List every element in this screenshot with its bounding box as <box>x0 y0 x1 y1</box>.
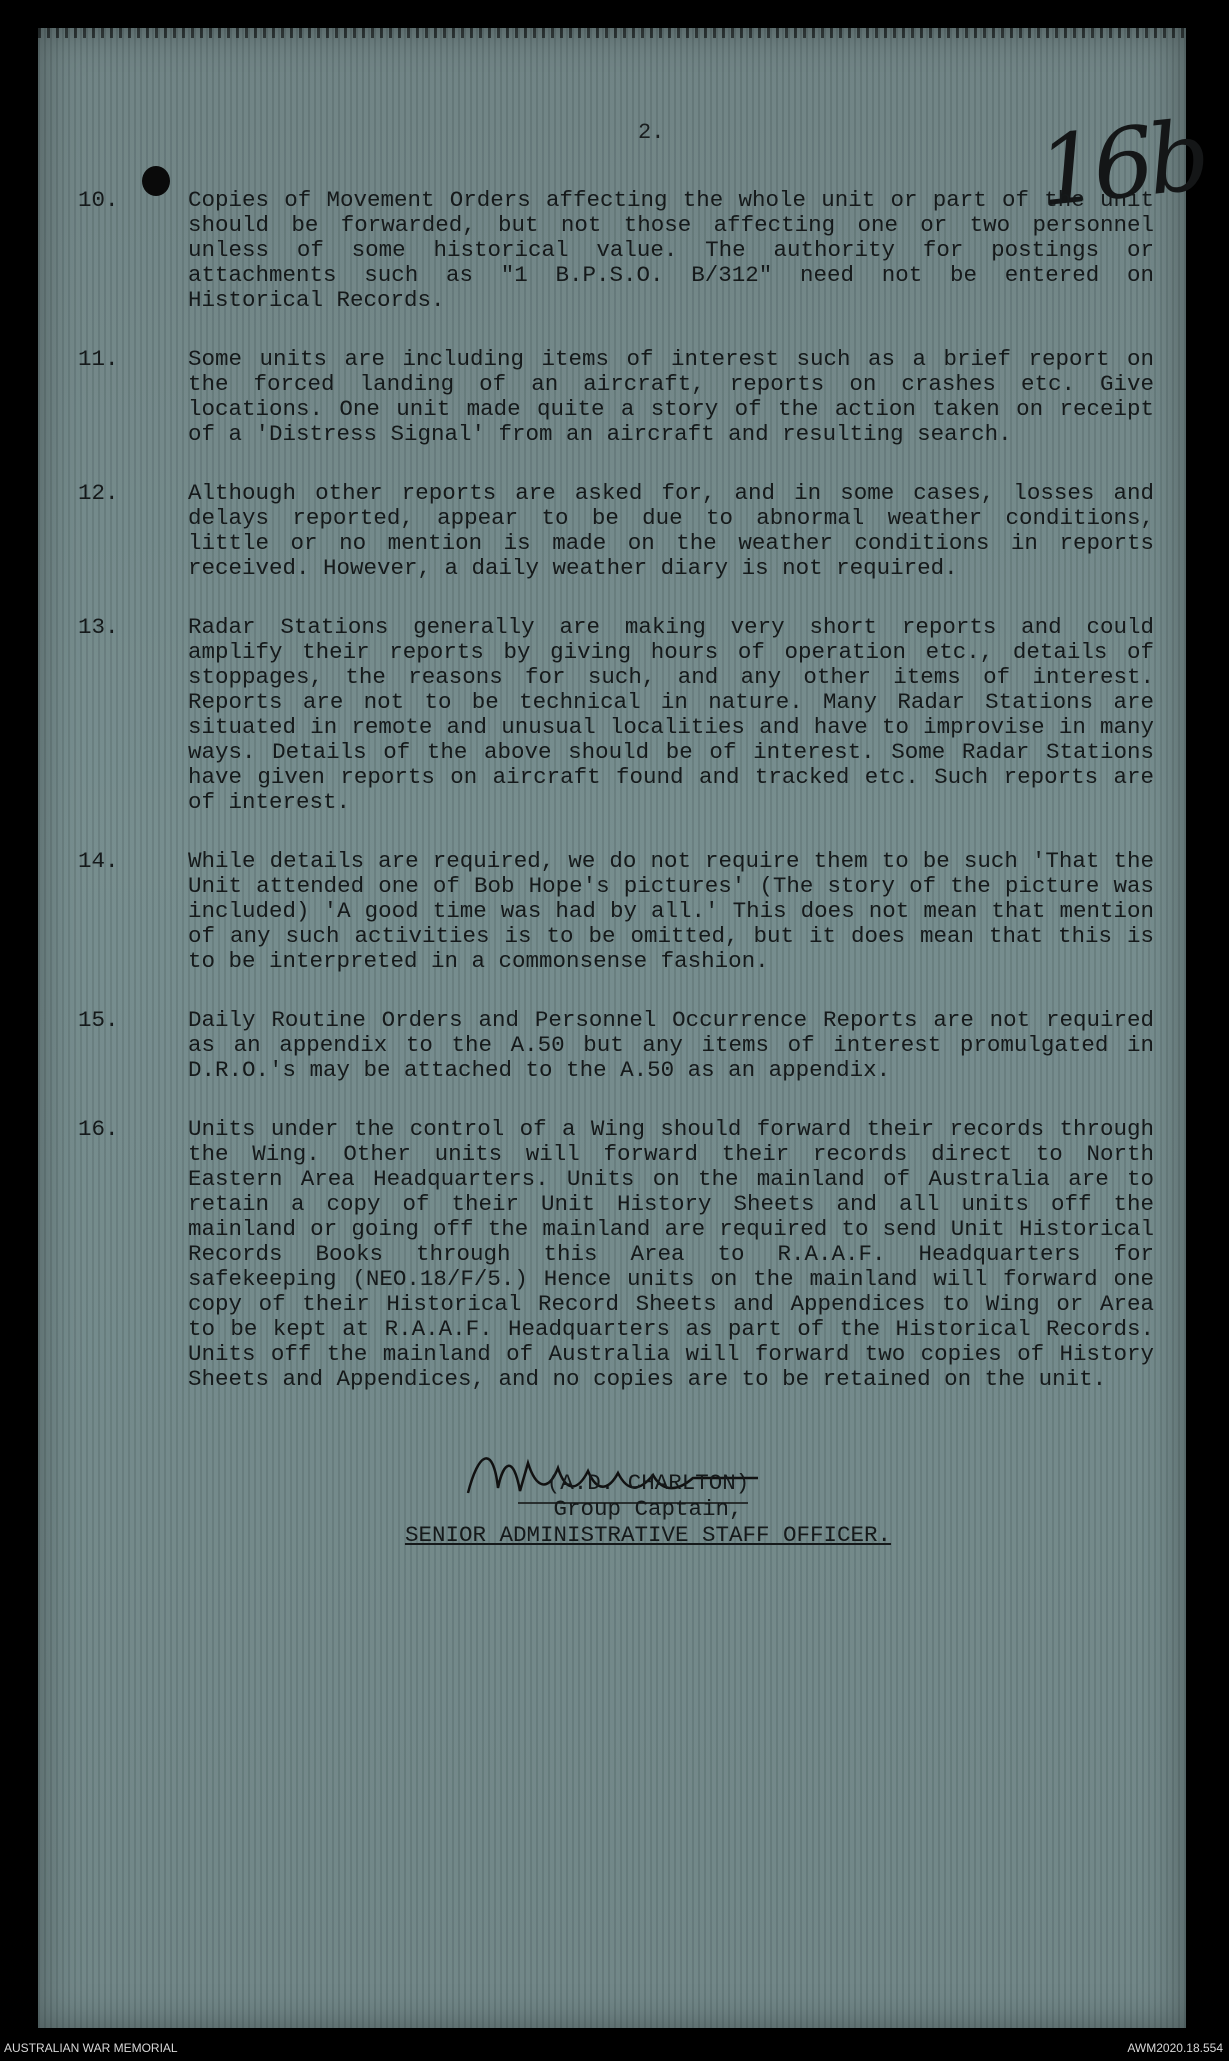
document-page <box>38 28 1210 2028</box>
paragraph-12 <box>78 481 1154 581</box>
paragraph-number: 11. <box>78 346 119 372</box>
paragraph-number: 16. <box>78 1116 119 1142</box>
paragraph-text: Radar Stations generally are making very short reports and could amplify their reports by giving hours of operation etc., details of stoppages, the reasons for such, and any other items of interest. Reports are not to be technical in nature. Many Radar Stations are situated in remote and unusual localities and have to improvise in many ways. Details of the above should be of interest. Some Radar Stations have given reports on aircraft found and tracked etc. Such reports are of interest. <box>188 614 1154 815</box>
torn-edge <box>38 22 1186 38</box>
paragraph-text: Some units are including items of interest such as a brief report on the forced landing of an aircraft, reports on crashes etc. Give locations. One unit made quite a story of the action taken on receipt of a 'Distress Signal' from an aircraft and resulting search. <box>188 346 1154 447</box>
paragraph-text: Daily Routine Orders and Personnel Occurrence Reports are not required as an appendix to the A.50 but any items of interest promulgated in D.R.O.'s may be attached to the A.50 as an appendix. <box>188 1007 1154 1083</box>
paragraph-text: Units under the control of a Wing should forward their records through the Wing. Other units will forward their records direct to North Eastern Area Headquarters. Units on the mainland of Australia are to retain a copy of their Unit History Sheets and all units off the mainland or going off the mainland are required to send Unit Historical Records Books through this Area to R.A.A.F. Headquarters for safekeeping (NEO.18/F/5.) Hence units on the mainland will forward one copy of their Historical Record Sheets and Appendices to Wing or Area to be kept at R.A.A.F. Headquarters as part of the Historical Records. Units off the mainland of Australia will forward two copies of History Sheets and Appendices, and no copies are to be retained on the unit. <box>188 1116 1154 1392</box>
paragraph-15 <box>78 1008 1154 1083</box>
paragraph-number: 12. <box>78 480 119 506</box>
page-number: 2. <box>638 120 665 145</box>
paragraph-text: Copies of Movement Orders affecting the whole unit or part of the unit should be forwarded, but not those affecting one or two personnel unless of some historical value. The authority for postings or attachments such as "1 B.P.S.O. B/312" need not be entered on Historical Records. <box>188 187 1154 313</box>
paragraph-number: 13. <box>78 614 119 640</box>
archive-footer <box>0 2035 1229 2061</box>
paragraph-14 <box>78 849 1154 974</box>
paragraph-11 <box>78 347 1154 447</box>
paragraph-number: 14. <box>78 848 119 874</box>
paragraph-text: While details are required, we do not require them to be such 'That the Unit attended one of Bob Hope's pictures' (The story of the picture was included) 'A good time was had by all.' This does not mean that mention of any such activities is to be omitted, but it does mean that this is to be interpreted in a commonsense fashion. <box>188 848 1154 974</box>
signatory-rank: Group Captain, <box>553 1496 743 1522</box>
paragraph-number: 10. <box>78 187 119 213</box>
paragraph-13 <box>78 615 1154 815</box>
signature-block <box>368 1468 928 1548</box>
paragraph-text: Although other reports are asked for, and in some cases, losses and delays reported, appear to be due to abnormal weather conditions, little or no mention is made on the weather conditions in reports received. However, a daily weather diary is not required. <box>188 480 1154 581</box>
signatory-office: SENIOR ADMINISTRATIVE STAFF OFFICER. <box>404 1522 892 1548</box>
signatory-name: (A.D. CHARLTON) <box>546 1470 750 1496</box>
paragraph-number: 15. <box>78 1007 119 1033</box>
paragraph-16 <box>78 1117 1154 1392</box>
document-body <box>78 188 1154 1426</box>
paragraph-10 <box>78 188 1154 313</box>
handwritten-folio-number: 16b <box>1032 99 1210 229</box>
archive-reference: AWM2020.18.554 <box>1127 2041 1223 2055</box>
archive-credit: AUSTRALIAN WAR MEMORIAL <box>4 2041 178 2055</box>
